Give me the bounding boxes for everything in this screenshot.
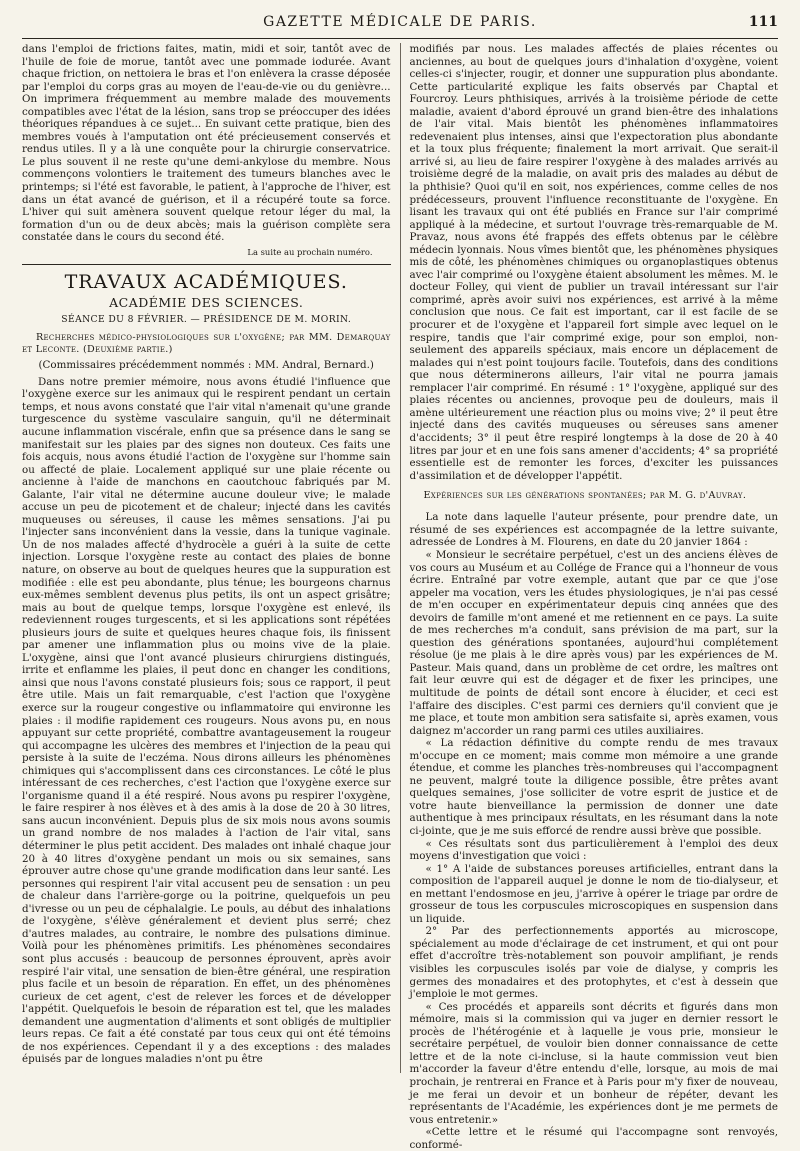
body-paragraph: « Ces procédés et appareils sont décrits et figurés dans mon mémoire, mais si la commission qui va juger en dernier ressort le procès de l'hétérogénie et à laquelle je vous prie, monsieur le secrétaire perpétuel, de vouloir bien donner connaissance de cette lettre et de la note ci-incluse, si la haute commission veut bien m'accorder la faveur d'être entendu d'elle, lorsque, au mois de mai prochain, je rentrerai en France et à Paris pour m'y fixer de nouveau, je me ferai un devoir et un bonheur de répéter, devant les représentants de l'Académie, les expériences dont je me permets de vous entretenir.» — [409, 1000, 778, 1126]
subsection-title: ACADÉMIE DES SCIENCES. — [109, 295, 304, 311]
body-paragraph: « 1° A l'aide de substances poreuses artificielles, entrant dans la composition de l'appareil auquel je donne le nom de tio-dialyseur, et en mettant l'endosmose en jeu, j'arrive à opérer le triage par ordre de grosseur de tous les corpuscules microscopiques en suspension dans un liquide. — [409, 862, 778, 925]
body-paragraph: 2° Par des perfectionnements apportés au microscope, spécialement au mode d'éclairage de cet instrument, et qui ont pour effet d'accroître très-notablement son pouvoir amplifiant, je rends visibles les corpuscules isolés par voie de dialyse, y compris les germes des monadaires et des protophytes, et c'est à dessein que j'emploie le mot germes. — [409, 925, 778, 1001]
page-number: 111 — [748, 14, 778, 30]
paper-heading-2: Expériences sur les générations spontanées; par M. G. d'Auvray. — [423, 490, 747, 502]
section-divider — [22, 264, 391, 265]
commissioners-note: (Commissaires précédemment nommés : MM. Andral, Bernard.) — [38, 359, 374, 372]
body-paragraph: « La rédaction définitive du compte rendu de mes travaux m'occupe en ce moment; mais comme mon mémoire a une grande étendue, et comme les planches très-nombreuses qui l'accompagnent ne peuvent, malgré toute la diligence possible, être prêtes avant quelques semaines, j'ose solliciter de votre esprit de justice et de votre haute bienveillance la permission de donner une date authentique à mes principaux résultats, en les résumant dans la note ci-jointe, que je me suis efforcé de rendre aussi brève que possible. — [409, 737, 778, 838]
body-paragraph: La note dans laquelle l'auteur présente, pour prendre date, un résumé de ses expériences est accompagnée de la lettre suivante, adressée de Londres à M. Flourens, en date du 20 janvier 1864 : — [409, 511, 778, 549]
continued-note: La suite au prochain numéro. — [247, 246, 373, 257]
left-column — [22, 43, 401, 1073]
body-paragraph: «Cette lettre et le résumé qui l'accompagne sont renvoyés, conformé- — [409, 1126, 778, 1151]
body-paragraph: « Monsieur le secrétaire perpétuel, c'est un des anciens élèves de vos cours au Muséum et au Collége de France qui a l'honneur de vous écrire. Entraîné par votre exemple, autant que par ce que j'ose appeler ma vocation, vers les études physiologiques, je n'ai pas cessé de m'en occuper en expérimentateur depuis cinq années que des devoirs de famille m'ont amené et me retiennent en ce pays. La suite de mes recherches m'a conduit, sans prévision de ma part, sur la question des générations spontanées, aujourd'hui complétement résolue (je me plais à le dire après vous) par les expériences de M. Pasteur. Mais quand, dans un problème de cet ordre, les maîtres ont fait leur œuvre qui est de dégager et de fixer les principes, une multitude de points de détail sont encore à élucider, et ceci est l'affaire des disciples. C'est parmi ces derniers qu'il convient que je me place, et toute mon ambition sera satisfaite si, après examen, vous daignez m'accorder un rang parmi ces utiles auxiliaires. — [409, 548, 778, 737]
section-title: TRAVAUX ACADÉMIQUES. — [64, 271, 348, 294]
article-body: Dans notre premier mémoire, nous avons étudié l'influence que l'oxygène exerce sur les animaux qui le respirent pendant un certain temps, et nous avons constaté que l'air vital n'amenait qu'une grande turgescence du système vasculaire sanguin, qu'il ne déterminait aucune inflammation viscérale, enfin que sa présence dans le sang se manifestait sur les plaies par des signes non douteux. Ces faits une fois acquis, nous avons étudié l'action de l'oxygène sur l'homme sain ou affecté de plaie. Localement appliqué sur une plaie récente ou ancienne à l'aide de manchons en caoutchouc fabriqués par M. Galante, l'air vital ne détermine aucune douleur vive; le malade accuse un peu de picotement et de chaleur; injecté dans les cavités muqueuses ou séreuses, il cause les mêmes sensations. J'ai pu l'injecter sans inconvénient dans la vessie, dans la tunique vaginale. Un de nos malades affecté d'hydrocèle a guéri à la suite de cette injection. Lorsque l'oxygène reste au contact des plaies de bonne nature, on observe au bout de quelques heures que la suppuration est modifiée : elle est peu abondante, plus ténue; les bourgeons charnus eux-mêmes semblent devenus plus petits, ils ont un aspect grisâtre; mais au bout de quelque temps, lorsque l'oxygène est enlevé, ils redeviennent rouges turgescents, et si les applications sont répétées plusieurs jours de suite et quelques heures chaque fois, ils finissent par amener une inflammation plus ou moins vive de la plaie. L'oxygène, ainsi que l'ont avancé plusieurs chirurgiens distingués, irrite et enflamme les plaies, il peut donc en changer les conditions, ainsi que nous l'avons constaté plusieurs fois; sous ce rapport, il peut être utile. Mais un fait remarquable, c'est l'action que l'oxygène exerce sur la rougeur congestive ou inflammatoire qui environne les plaies : il modifie rapidement ces rougeurs. Nous avons pu, en nous appuyant sur cette propriété, combattre avantageusement la rougeur qui accompagne les ulcères des membres et l'injection de la peau qui persiste à la suite de l'eczéma. Nous dirons ailleurs les phénomènes chimiques qui s'accomplissent dans ces circonstances. Le côté le plus intéressant de ces recherches, c'est l'action que l'oxygène exerce sur l'organisme quand il a été respiré. Nous avons pu respirer l'oxygène, le faire respirer à nos élèves et à des amis à la dose de 20 à 30 litres, sans aucun inconvénient. Depuis plus de six mois nous avons soumis un grand nombre de nos malades à l'action de l'air vital, sans déterminer le plus petit accident. Des malades ont inhalé chaque jour 20 à 40 litres d'oxygène pendant un mois ou six semaines, sans éprouver autre chose qu'une grande modification dans leur santé. Les personnes qui respirent l'air vital accusent peu de sensation : un peu de chaleur dans l'arrière-gorge ou la poitrine, quelquefois un peu d'ivresse ou un peu de céphalalgie. Le pouls, au début des inhalations de l'oxygène, s'élève généralement et devient plus serré; chez d'autres malades, au contraire, le nombre des pulsations diminue. Voilà pour les phénomènes primitifs. Les phénomènes secondaires sont plus accusés : beaucoup de personnes éprouvent, après avoir respiré l'air vital, une sensation de bien-être général, une respiration plus facile et un besoin de réparation. En effet, un des phénomènes curieux de cet agent, c'est de relever les forces et de développer l'appétit. Quelquefois le besoin de réparation est tel, que les malades demandent une augmentation d'aliments et sont obligés de multiplier leurs repas. Ce fait a été constaté par tous ceux qui ont été témoins de nos expériences. Cependant il y a des exceptions : des malades épuisés par de longues maladies n'ont pu être — [22, 375, 391, 1066]
paper-heading: Recherches médico-physiologiques sur l'oxygène; par MM. Demarquay et Leconte. (Deuxième partie.) — [22, 331, 391, 356]
page-header — [22, 14, 778, 39]
continued-paragraph: dans l'emploi de frictions faites, matin, midi et soir, tantôt avec de l'huile de foie de morue, tantôt avec une pommade iodurée. Avant chaque friction, on nettoiera le bras et l'on enlèvera la crasse déposée par l'emploi du corps gras au moyen de l'eau-de-vie ou du genièvre... On imprimera fréquemment au membre malade des mouvements compatibles avec l'état de la lésion, sans trop se préoccuper des idées théoriques répandues à ce sujet... En suivant cette pratique, bien des membres voués à l'amputation ont été précieusement conservés et rendus utiles. Il y a là une conquête pour la chirurgie conservatrice. Le plus souvent il ne reste qu'une demi-ankylose du membre. Nous commençons volontiers le traitement des tumeurs blanches avec le printemps; si l'été est favorable, le patient, à l'approche de l'hiver, est dans un état avancé de guérison, et il a récupéré toute sa force. L'hiver qui suit amènera souvent quelque retour léger du mal, la formation d'un ou de deux abcès; mais la guérison complète sera constatée dans le cours du second été. — [22, 43, 391, 244]
right-column — [401, 43, 779, 1151]
two-column-body — [22, 43, 778, 1151]
body-paragraph: « Ces résultats sont dus particulièrement à l'emploi des deux moyens d'investigation que voici : — [409, 837, 778, 863]
journal-title: GAZETTE MÉDICALE DE PARIS. — [263, 14, 537, 30]
article-continuation: modifiés par nous. Les malades affectés de plaies récentes ou anciennes, au bout de quelques jours d'inhalation d'oxygène, voient celles-ci s'injecter, rougir, et donner une suppuration plus abondante. Cette particularité explique les faits observés par Chaptal et Fourcroy. Leurs phthisiques, arrivés à la troisième période de cette maladie, avaient d'abord éprouvé un grand bien-être des inhalations de l'air vital. Mais bientôt les phénomènes inflammatoires redevenaient plus intenses, ainsi que l'expectoration plus abondante et la toux plus fréquente; finalement la mort arrivait. Que serait-il arrivé si, au lieu de faire respirer l'oxygène à des malades arrivés au troisième degré de la maladie, on avait pris des malades au début de la phthisie? Quoi qu'il en soit, nos expériences, comme celles de nos prédécesseurs, prouvent l'influence reconstituante de l'oxygène. En lisant les travaux qui ont été publiés en France sur l'air comprimé appliqué à la médecine, et surtout l'ouvrage très-remarquable de M. Pravaz, nous avons été frappés des effets obtenus par le célèbre médecin lyonnais. Nous vîmes bientôt que, les phénomènes physiques mis de côté, les phénomènes chimiques ou organoplastiques obtenus avec l'air comprimé ou l'oxygène étaient absolument les mêmes. M. le docteur Folley, qui vient de publier un travail intéressant sur l'air comprimé, après avoir suivi nos expériences, est arrivé à la même conclusion que nous. Ce fait est important, car il est facile de se procurer et de l'oxygène et l'appareil fort simple avec lequel on le respire, tandis que l'air comprimé exige, pour son emploi, non-seulement des appareils spéciaux, mais encore un déplacement de malades qui n'est point toujours facile. Toutefois, dans des conditions que nous déterminerons ailleurs, l'air vital ne pourra jamais remplacer l'air comprimé. En résumé : 1° l'oxygène, appliqué sur des plaies récentes ou anciennes, provoque peu de douleurs, mais il amène ultérieurement une réaction plus ou moins vive; 2° il peut être injecté dans des cavités muqueuses ou séreuses sans amener d'accidents; 3° il peut être respiré longtemps à la dose de 20 à 40 litres par jour et en une fois sans amener d'accidents; 4° sa propriété essentielle est de remonter les forces, d'exciter les puissances d'assimilation et de développer l'appétit. — [409, 43, 778, 482]
session-line: SÉANCE DU 8 FÉVRIER. — PRÉSIDENCE DE M. MORIN. — [61, 314, 352, 326]
